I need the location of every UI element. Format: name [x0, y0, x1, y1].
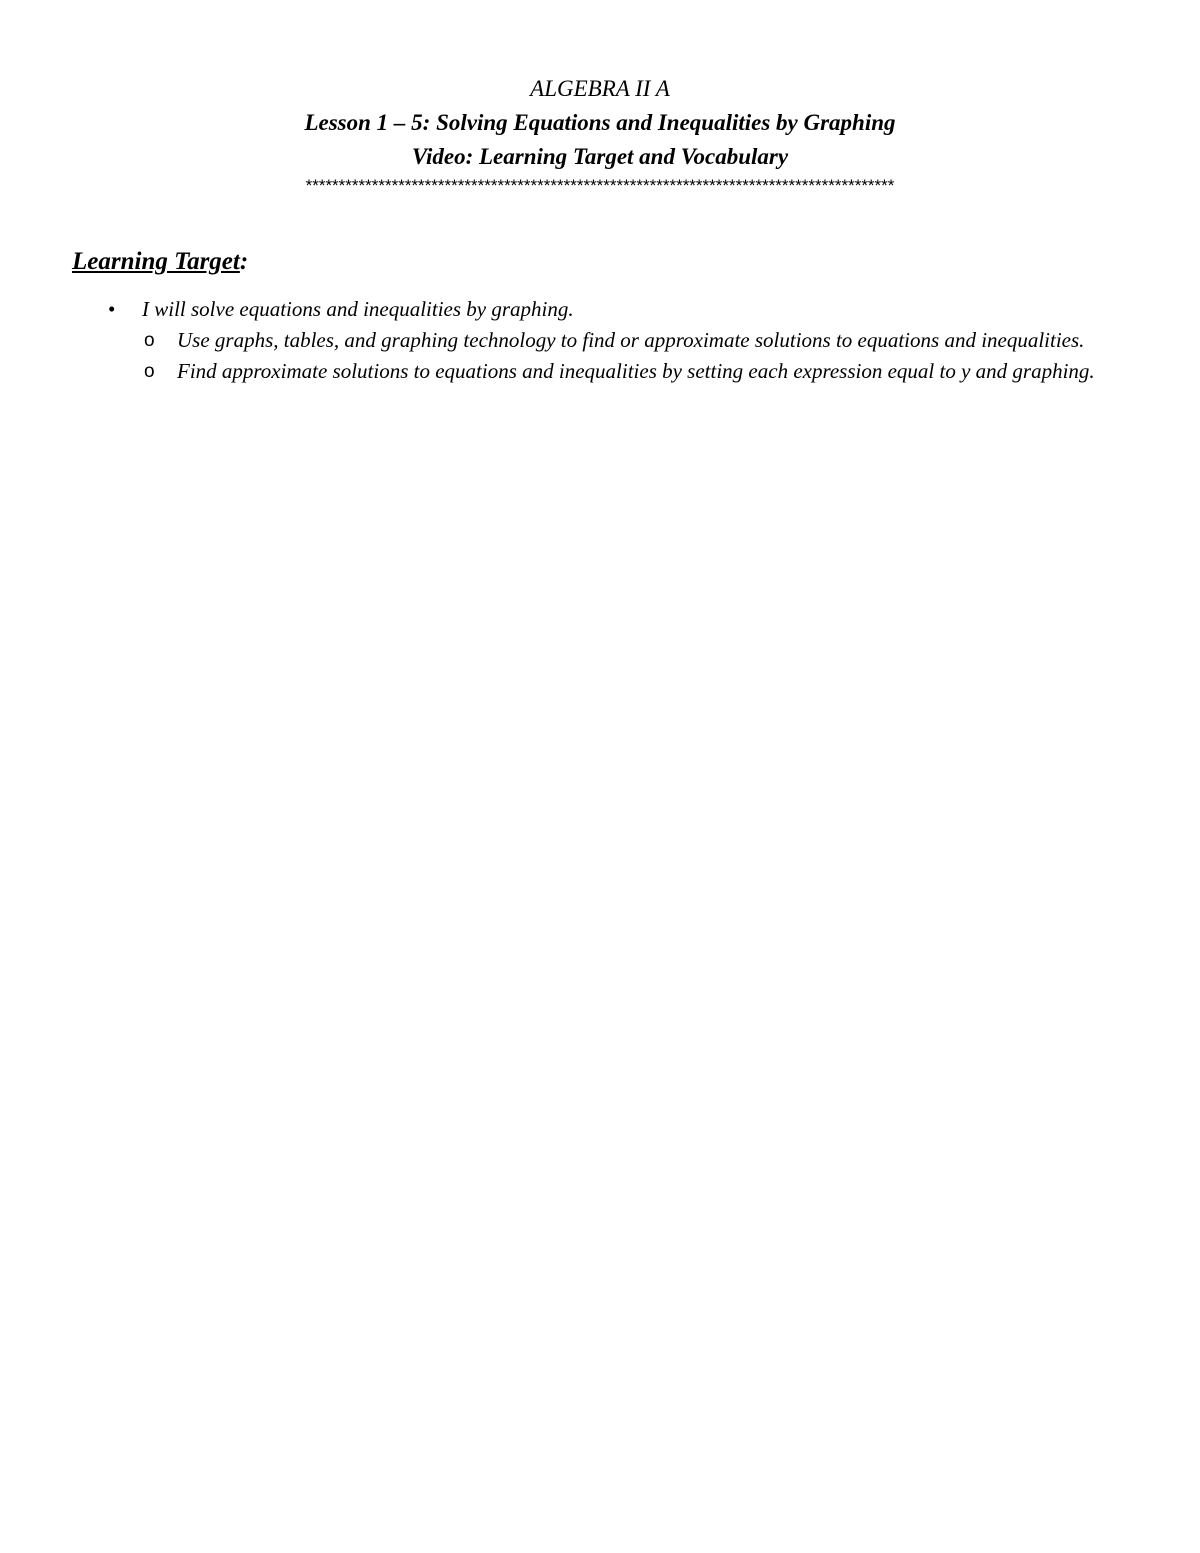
sub-list-item-text: Find approximate solutions to equations and inequalities by setting each expression equal to y and graphing.	[177, 359, 1095, 383]
sub-list-item-text: Use graphs, tables, and graphing technology to find or approximate solutions to equations and inequalities.	[177, 328, 1085, 352]
learning-target-list	[72, 294, 1128, 387]
learning-target-colon: :	[239, 248, 249, 275]
list-item	[72, 294, 1128, 325]
sub-list-item	[72, 356, 1128, 387]
document-header	[0, 72, 1200, 174]
list-item-text: I will solve equations and inequalities by graphing.	[142, 297, 574, 321]
video-title: Video: Learning Target and Vocabulary	[411, 144, 789, 169]
learning-target-label: Learning Target	[72, 248, 240, 275]
circle-bullet-icon: o	[144, 330, 155, 351]
bullet-icon: •	[108, 297, 116, 321]
course-title: ALGEBRA II A	[530, 76, 670, 101]
lesson-title: Lesson 1 – 5: Solving Equations and Inequalities by Graphing	[304, 110, 896, 135]
sub-list-item	[72, 325, 1128, 356]
learning-target-heading	[72, 248, 248, 276]
circle-bullet-icon: o	[144, 361, 155, 382]
asterisk-separator: *****************************************************************************************	[305, 176, 895, 195]
